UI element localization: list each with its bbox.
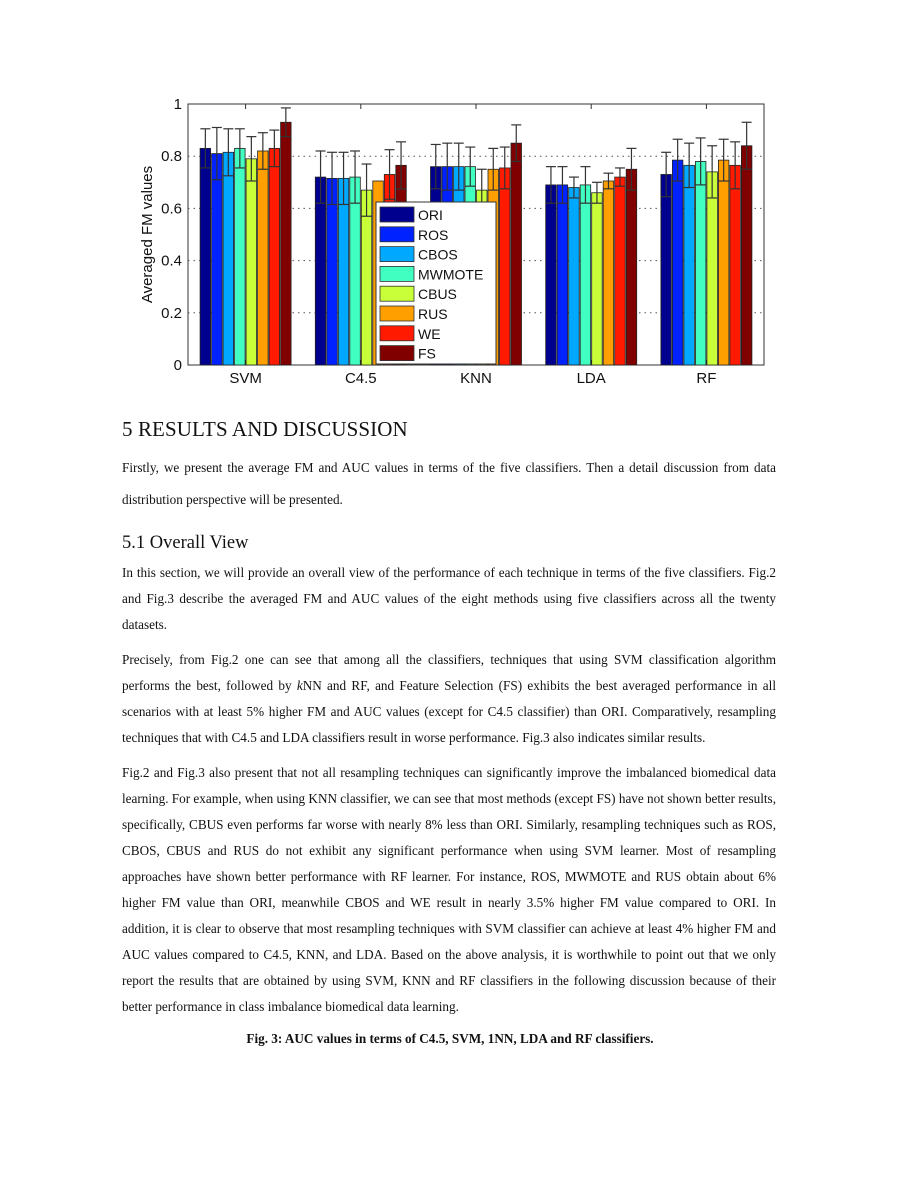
italic-k: k <box>296 678 303 693</box>
legend-label: CBOS <box>418 246 458 263</box>
legend-label: WE <box>418 325 441 342</box>
legend-label: CBUS <box>418 286 457 303</box>
y-axis-label: Averaged FM values <box>139 165 156 304</box>
bar-we <box>730 165 741 365</box>
bar-rus <box>718 160 729 365</box>
fm-bar-chart <box>0 0 900 400</box>
bar-ori <box>661 174 672 365</box>
subsection-body <box>122 560 776 1020</box>
legend-swatch-mwmote <box>380 266 414 281</box>
legend-label: MWMOTE <box>418 266 484 283</box>
paragraph-2 <box>122 647 776 751</box>
legend-label: FS <box>418 345 436 362</box>
paragraph-3: Fig.2 and Fig.3 also present that not all resampling techniques can significantly improve the imbalanced biomedical data learning. For example, when using KNN classifier, we can see that most methods (except FS) have not shown better results, specifically, CBUS even performs far worse with nearly 8% less than ORI. Similarly, resampling techniques such as ROS, CBOS, CBUS and RUS do not exhibit any significant performance when using SVM learner. Most of resampling approaches have shown better performance with RF learner. For instance, ROS, MWMOTE and RUS obtain about 6% higher FM value than ORI, meanwhile CBOS and WE result in nearly 3.5% higher FM value compared to ORI. In addition, it is clear to observe that most resampling techniques with SVM classifier can achieve at least 4% higher FM and AUC values compared to C4.5, KNN, and LDA. Based on the above analysis, it is worthwhile to point out that we only report the results that are obtained by using SVM, KNN and RF classifiers in the following discussion because of their better performance in class imbalance biomedical data learning. <box>122 765 776 1014</box>
bar-cbos <box>338 178 349 365</box>
bar-ros <box>672 160 683 365</box>
y-tick-label: 0.2 <box>161 304 182 322</box>
legend-swatch-ori <box>380 207 414 222</box>
x-tick-label: KNN <box>460 370 492 387</box>
legend-swatch-cbos <box>380 247 414 262</box>
bar-rus <box>258 151 269 365</box>
bar-cbus <box>592 193 603 365</box>
intro-paragraph: Firstly, we present the average FM and AUC values in terms of the five classifiers. Then a detail discussion from data distribution perspective will be presented. <box>122 460 776 507</box>
bar-ros <box>327 178 338 365</box>
legend-swatch-we <box>380 326 414 341</box>
bar-we <box>269 148 280 365</box>
section-heading: 5 RESULTS AND DISCUSSION <box>122 417 408 441</box>
legend-swatch-rus <box>380 306 414 321</box>
legend-swatch-ros <box>380 227 414 242</box>
subsection-heading: 5.1 Overall View <box>122 533 249 553</box>
bar-mwmote <box>235 148 246 365</box>
bar-rus <box>603 181 614 365</box>
bar-ori <box>200 148 211 365</box>
plot-area <box>139 96 764 387</box>
paragraph-1: In this section, we will provide an overall view of the performance of each technique in terms of the five classifiers. Fig.2 and Fig.3 describe the averaged FM and AUC values of the eight methods using five classifiers across all the twenty datasets. <box>122 565 776 632</box>
legend-label: ORI <box>418 207 443 223</box>
bar-ori <box>546 185 557 365</box>
paragraph-2-text-a: Precisely, from Fig.2 one can see that among all the classifiers, techniques that using SVM classification algorithm performs the best, followed by <box>122 652 776 693</box>
figure-caption: Fig. 3: AUC values in terms of C4.5, SVM, 1NN, LDA and RF classifiers. <box>246 1031 654 1046</box>
bar-mwmote <box>580 185 591 365</box>
y-tick-label: 0.6 <box>161 200 182 218</box>
bar-fs <box>511 143 522 365</box>
legend-swatch-cbus <box>380 286 414 301</box>
bar-cbos <box>569 188 580 365</box>
legend-label: ROS <box>418 226 449 243</box>
bar-mwmote <box>695 161 706 365</box>
bar-mwmote <box>350 177 361 365</box>
y-tick-label: 1 <box>173 96 182 113</box>
paragraph-2-text-b: NN and RF, and Feature Selection (FS) exhibits the best averaged performance in all scenarios with at least 5% higher FM and AUC values (except for C4.5 classifier) than ORI. Comparatively, resampling techniques that with C4.5 and LDA classifiers result in worse performance. Fig.3 also indicates similar results. <box>122 678 776 745</box>
bar-ori <box>315 177 326 365</box>
bar-cbus <box>246 159 257 365</box>
y-tick-label: 0.8 <box>161 148 182 166</box>
bar-cbus <box>707 172 718 365</box>
x-tick-label: RF <box>696 370 717 387</box>
x-tick-label: C4.5 <box>344 370 377 387</box>
y-tick-label: 0.4 <box>161 252 182 270</box>
bar-ros <box>557 185 568 365</box>
bar-fs <box>281 122 292 365</box>
x-tick-label: SVM <box>229 370 262 387</box>
bar-fs <box>626 169 637 365</box>
bar-cbos <box>684 165 695 365</box>
bar-we <box>615 177 626 365</box>
bar-cbos <box>223 152 234 365</box>
section-intro <box>122 452 776 516</box>
x-tick-label: LDA <box>576 370 606 387</box>
legend-label: RUS <box>418 306 448 322</box>
bar-we <box>500 168 511 365</box>
legend-swatch-fs <box>380 346 414 361</box>
y-tick-label: 0 <box>173 357 182 374</box>
bar-ros <box>212 154 223 365</box>
bar-fs <box>741 146 752 365</box>
